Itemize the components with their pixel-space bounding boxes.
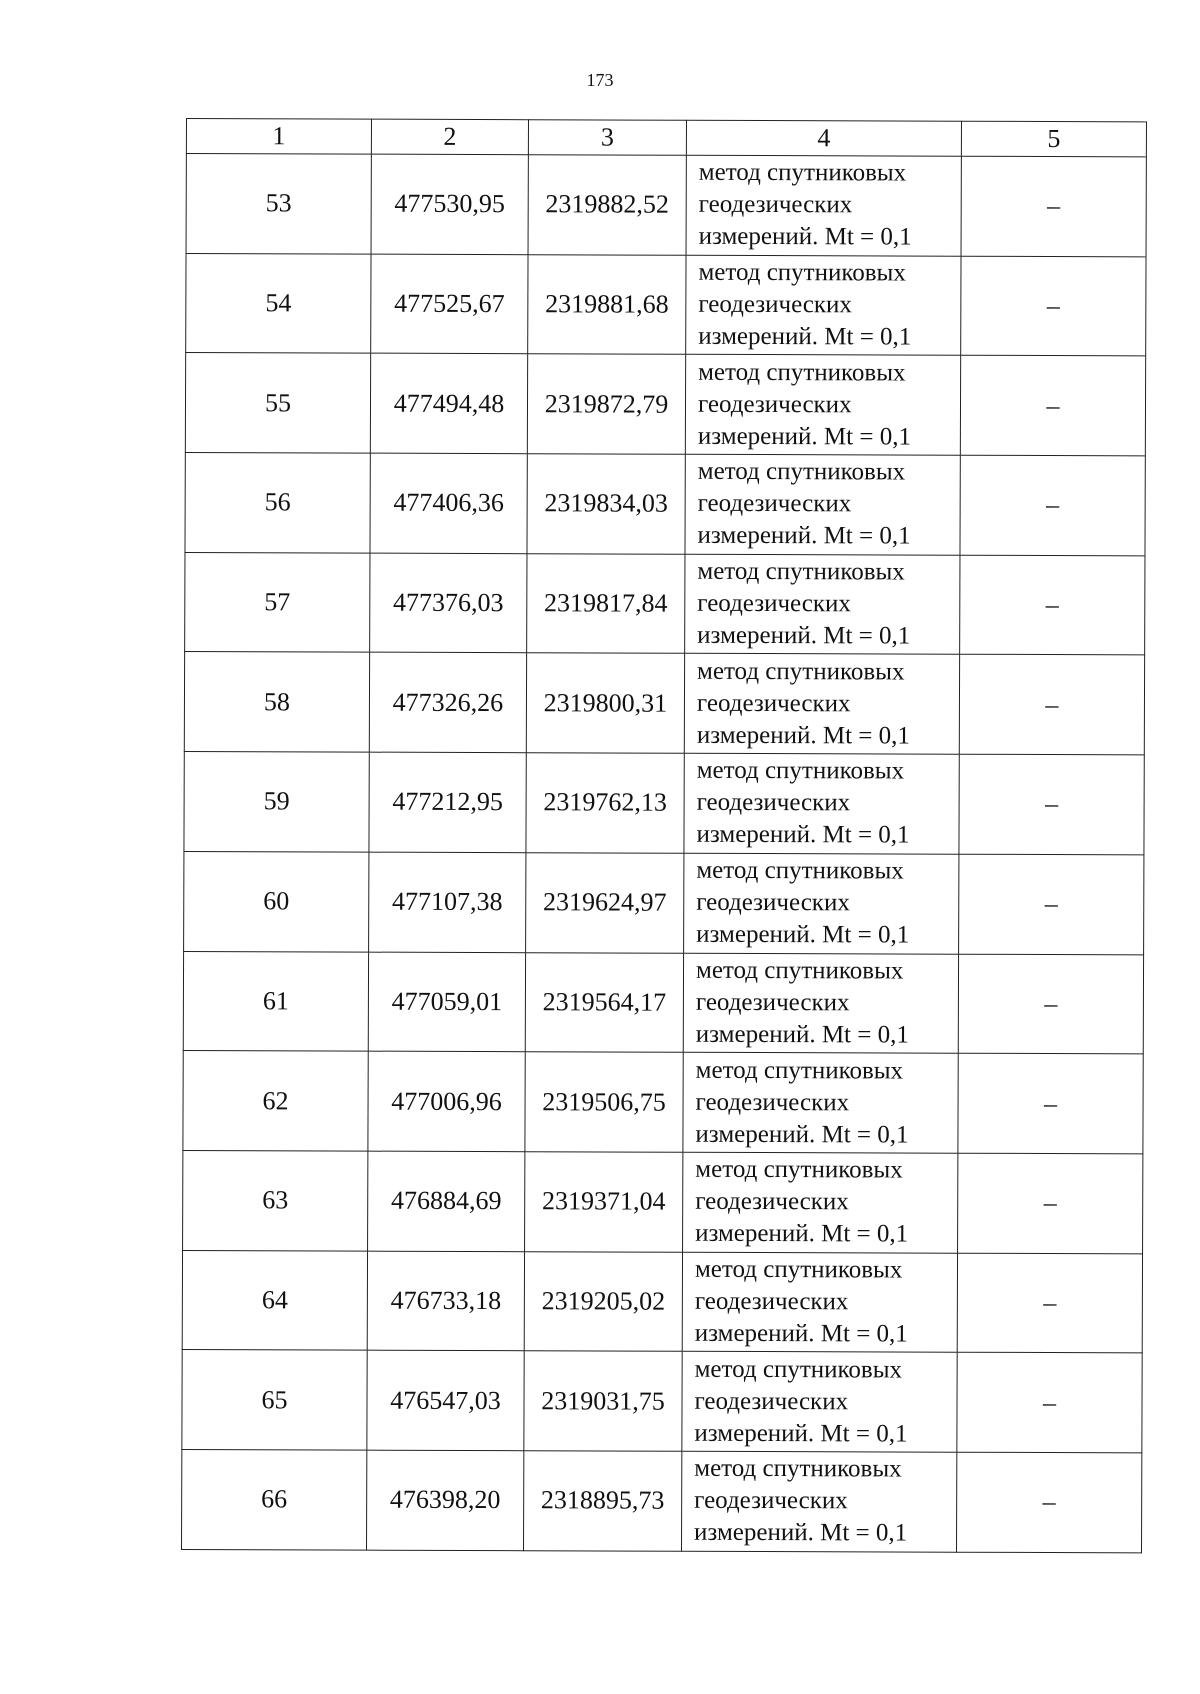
x-coordinate-cell: 477326,26 — [369, 653, 526, 753]
method-text-line: геодезических — [696, 689, 851, 718]
method-text-line: геодезических — [695, 1188, 849, 1216]
point-number-cell: 53 — [186, 154, 371, 254]
method-text-line: геодезических — [698, 290, 852, 319]
method-text-line: метод спутниковых — [698, 159, 907, 187]
method-text-line: геодезических — [694, 1387, 849, 1415]
method-text-line: измерений. Mt = 0,1 — [696, 920, 910, 949]
y-coordinate-cell: 2319205,02 — [524, 1251, 682, 1351]
method-cell — [685, 454, 960, 555]
table-body — [182, 154, 1147, 1553]
method-text-line: метод спутниковых — [694, 1255, 903, 1284]
method-text-line: метод спутниковых — [698, 358, 906, 387]
dash-cell: – — [958, 954, 1143, 1054]
method-text-line: метод спутниковых — [698, 258, 906, 287]
dash-cell: – — [956, 1452, 1141, 1552]
method-text-line: геодезических — [695, 988, 850, 1017]
point-number-cell: 56 — [185, 453, 370, 553]
method-cell — [682, 1252, 957, 1353]
method-text-line: геодезических — [698, 191, 853, 219]
point-number-cell: 58 — [184, 652, 369, 752]
table-row — [185, 353, 1145, 456]
dash-cell: – — [960, 555, 1145, 655]
method-text-line: измерений. Mt = 0,1 — [695, 1120, 909, 1149]
table-row — [183, 1150, 1143, 1253]
x-coordinate-cell: 477530,95 — [371, 154, 528, 254]
column-header-1: 1 — [186, 119, 371, 155]
dash-cell: – — [959, 854, 1144, 954]
method-cell — [685, 355, 960, 456]
method-text-line: измерений. Mt = 0,1 — [697, 621, 911, 650]
y-coordinate-cell: 2319624,97 — [526, 853, 684, 953]
y-coordinate-cell: 2319371,04 — [525, 1152, 683, 1252]
table-row — [182, 1350, 1142, 1453]
method-text-line: метод спутниковых — [694, 1355, 903, 1384]
table-row — [186, 253, 1146, 356]
y-coordinate-cell: 2319881,68 — [528, 254, 686, 354]
x-coordinate-cell: 477406,36 — [370, 453, 527, 553]
table-row — [182, 1449, 1142, 1552]
dash-cell: – — [959, 655, 1144, 755]
column-header-4: 4 — [686, 120, 961, 156]
point-number-cell: 55 — [185, 353, 370, 453]
method-cell — [685, 554, 960, 655]
table-row — [184, 851, 1144, 954]
column-header-2: 2 — [371, 119, 528, 155]
method-text-line: геодезических — [696, 789, 851, 817]
method-text-line: измерений. Mt = 0,1 — [694, 1419, 908, 1448]
table-row — [186, 154, 1146, 257]
coordinates-table — [181, 118, 1147, 1553]
method-text-line: измерений. Mt = 0,1 — [698, 322, 912, 351]
method-text-line: измерений. Mt = 0,1 — [694, 1319, 908, 1348]
x-coordinate-cell: 476398,20 — [367, 1450, 524, 1550]
method-cell — [686, 155, 961, 256]
x-coordinate-cell: 477212,95 — [369, 752, 526, 852]
column-header-5: 5 — [961, 121, 1146, 157]
method-cell — [683, 1052, 958, 1153]
dash-cell: – — [957, 1253, 1142, 1353]
point-number-cell: 62 — [183, 1051, 368, 1151]
dash-cell: – — [958, 1153, 1143, 1253]
method-cell — [684, 753, 959, 854]
method-text-line: геодезических — [694, 1287, 849, 1316]
x-coordinate-cell: 476733,18 — [367, 1251, 524, 1351]
method-text-line: измерений. Mt = 0,1 — [697, 522, 911, 550]
dash-cell: – — [958, 1053, 1143, 1153]
x-coordinate-cell: 476547,03 — [367, 1350, 524, 1450]
method-text-line: измерений. Mt = 0,1 — [695, 1020, 909, 1049]
y-coordinate-cell: 2319031,75 — [524, 1351, 682, 1451]
table-row — [184, 752, 1144, 855]
method-text-line: геодезических — [696, 888, 850, 917]
method-text-line: геодезических — [697, 390, 852, 419]
y-coordinate-cell: 2319800,31 — [526, 653, 684, 753]
table-row — [183, 951, 1143, 1054]
x-coordinate-cell: 477006,96 — [368, 1051, 525, 1151]
method-text-line: измерений. Mt = 0,1 — [698, 223, 912, 251]
method-text-line: геодезических — [694, 1487, 848, 1515]
x-coordinate-cell: 477107,38 — [369, 852, 526, 952]
method-text-line: измерений. Mt = 0,1 — [696, 821, 910, 849]
table-row — [183, 1051, 1143, 1154]
y-coordinate-cell: 2319564,17 — [525, 952, 683, 1052]
point-number-cell: 64 — [182, 1250, 367, 1350]
method-text-line: метод спутниковых — [696, 856, 904, 885]
dash-cell: – — [960, 356, 1145, 456]
method-text-line: метод спутниковых — [695, 1056, 904, 1085]
dash-cell: – — [961, 256, 1146, 356]
table-row — [184, 652, 1144, 755]
table-row — [185, 453, 1145, 556]
method-cell — [684, 853, 959, 954]
point-number-cell: 61 — [183, 951, 368, 1051]
y-coordinate-cell: 2318895,73 — [524, 1451, 682, 1551]
point-number-cell: 54 — [186, 253, 371, 353]
y-coordinate-cell: 2319882,52 — [528, 155, 686, 255]
y-coordinate-cell: 2319817,84 — [527, 553, 685, 653]
method-cell — [684, 654, 959, 755]
method-text-line: метод спутниковых — [695, 1156, 903, 1184]
y-coordinate-cell: 2319872,79 — [527, 354, 685, 454]
method-text-line: измерений. Mt = 0,1 — [695, 1220, 909, 1248]
method-text-line: метод спутниковых — [697, 458, 906, 486]
point-number-cell: 57 — [185, 552, 370, 652]
page-number: 173 — [586, 70, 614, 90]
method-text-line: измерений. Mt = 0,1 — [694, 1519, 908, 1547]
x-coordinate-cell: 477494,48 — [370, 354, 527, 454]
y-coordinate-cell: 2319834,03 — [527, 454, 685, 554]
point-number-cell: 63 — [183, 1150, 368, 1250]
method-text-line: геодезических — [695, 1088, 850, 1116]
dash-cell: – — [959, 754, 1144, 854]
method-text-line: метод спутниковых — [696, 757, 905, 785]
y-coordinate-cell: 2319506,75 — [525, 1052, 683, 1152]
x-coordinate-cell: 477376,03 — [370, 553, 527, 653]
method-text-line: геодезических — [697, 589, 851, 618]
y-coordinate-cell: 2319762,13 — [526, 753, 684, 853]
method-cell — [686, 255, 961, 356]
x-coordinate-cell: 477525,67 — [371, 254, 528, 354]
point-number-cell: 59 — [184, 752, 369, 852]
method-text-line: геодезических — [697, 490, 852, 518]
x-coordinate-cell: 477059,01 — [368, 952, 525, 1052]
point-number-cell: 66 — [182, 1449, 367, 1549]
method-text-line: измерений. Mt = 0,1 — [697, 422, 912, 451]
method-text-line: метод спутниковых — [697, 557, 905, 586]
method-cell — [683, 1152, 958, 1253]
table-row — [182, 1250, 1142, 1353]
method-text-line: метод спутниковых — [695, 956, 904, 985]
method-text-line: метод спутниковых — [694, 1455, 902, 1483]
dash-cell: – — [961, 156, 1146, 256]
method-text-line: метод спутниковых — [697, 657, 905, 686]
dash-cell: – — [957, 1352, 1142, 1452]
x-coordinate-cell: 476884,69 — [368, 1151, 525, 1251]
dash-cell: – — [960, 455, 1145, 555]
method-cell — [682, 1351, 957, 1452]
point-number-cell: 65 — [182, 1350, 367, 1450]
point-number-cell: 60 — [184, 851, 369, 951]
column-header-3: 3 — [528, 120, 686, 156]
method-cell — [682, 1451, 957, 1552]
method-text-line: измерений. Mt = 0,1 — [696, 721, 910, 750]
header-row — [186, 119, 1146, 157]
table-row — [185, 552, 1145, 655]
method-cell — [683, 953, 958, 1054]
